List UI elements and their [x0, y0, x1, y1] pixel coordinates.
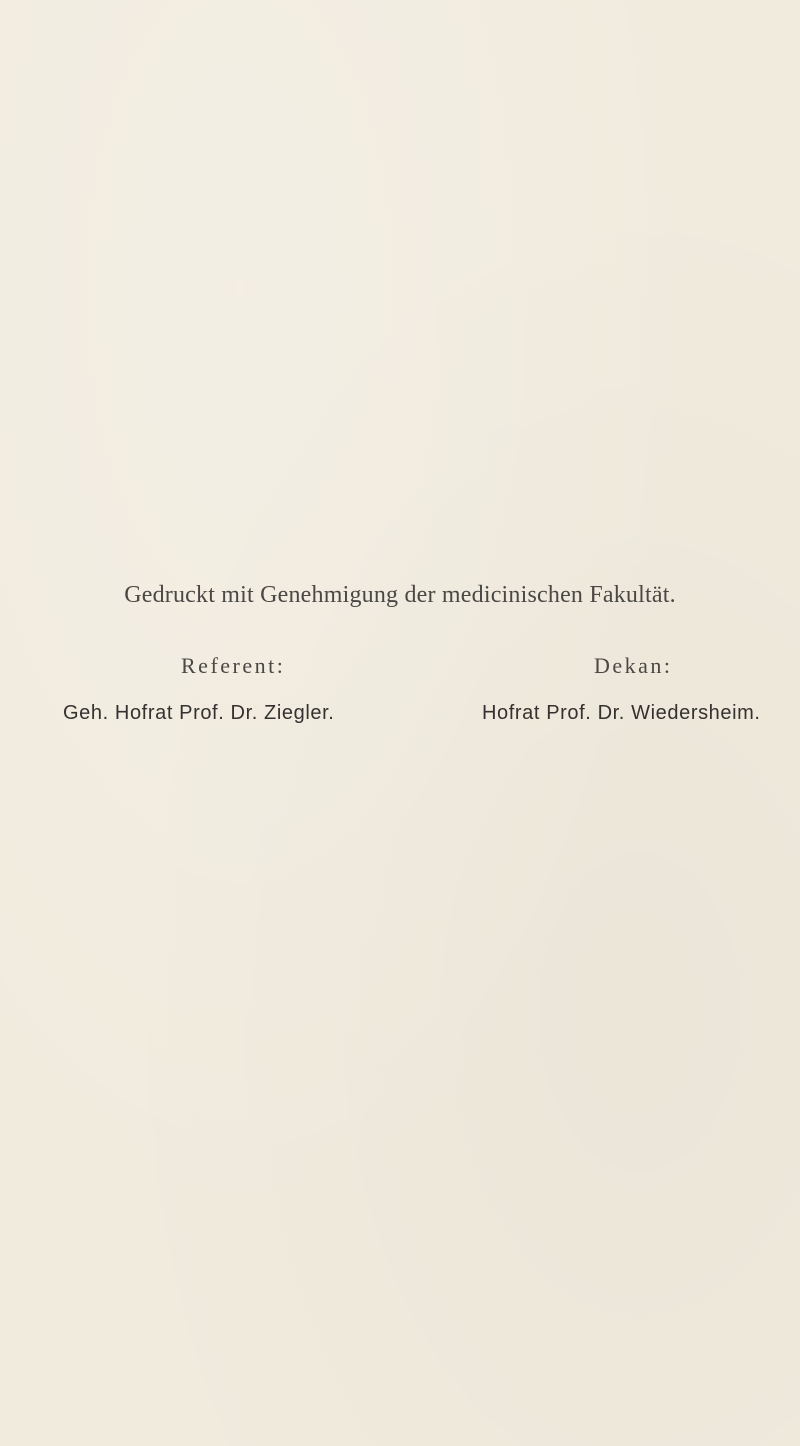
- imprint-notice: Gedruckt mit Genehmigung der medicinischen Fakultät.: [124, 582, 676, 608]
- referent-name: Geh. Hofrat Prof. Dr. Ziegler.: [63, 702, 335, 724]
- dekan-label: Dekan:: [594, 653, 673, 678]
- dekan-name: Hofrat Prof. Dr. Wiedersheim.: [482, 702, 761, 724]
- referent-label: Referent:: [181, 653, 286, 678]
